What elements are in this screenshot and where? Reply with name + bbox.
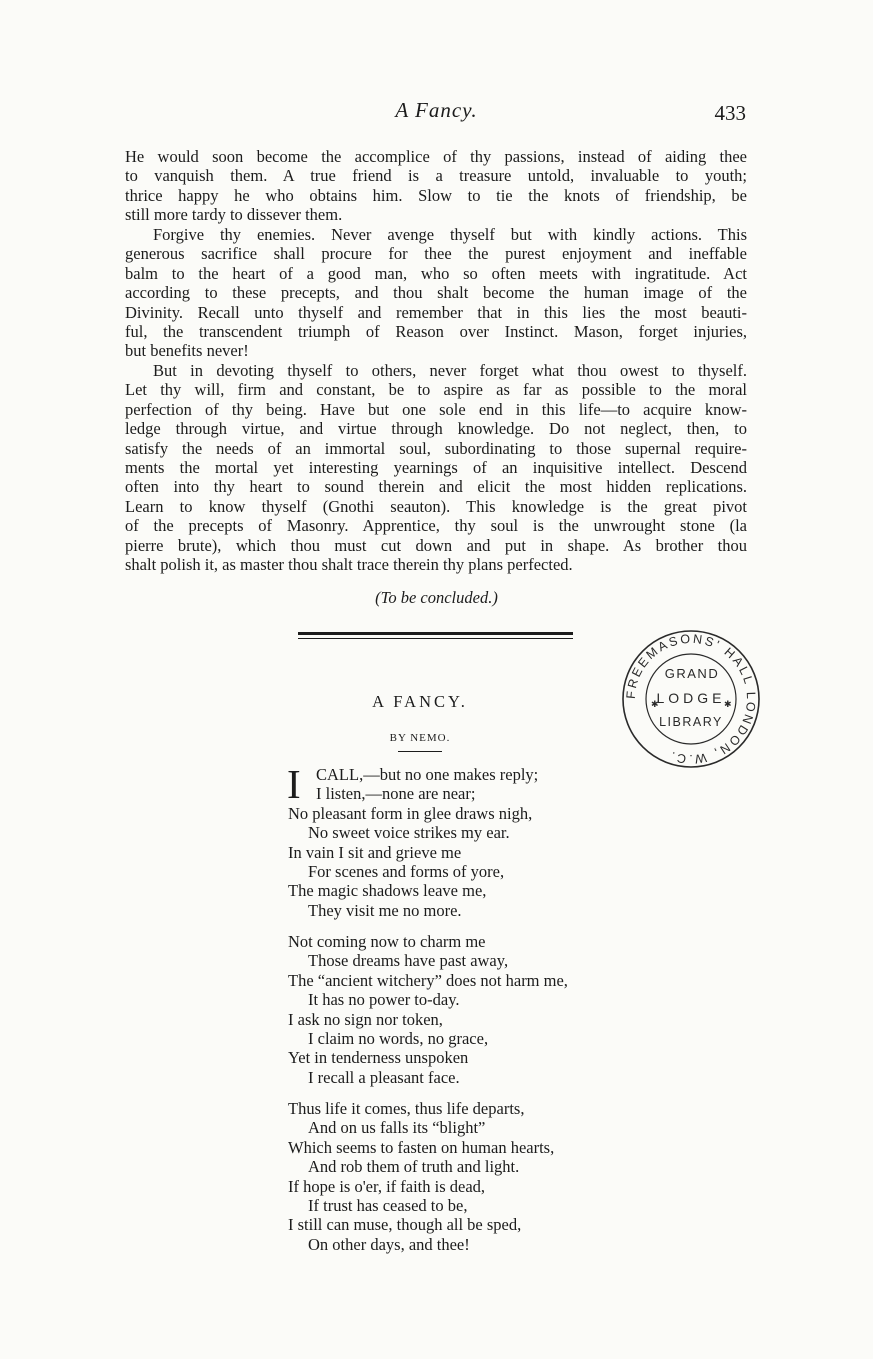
verse-line: If trust has ceased to be, [308, 1196, 468, 1216]
text-line: Divinity. Recall unto thyself and remember that in this lies the most beauti- [125, 302, 747, 322]
verse-line: No pleasant form in glee draws nigh, [288, 803, 533, 823]
verse-line: Thus life it comes, thus life departs, [288, 1099, 525, 1118]
text-line: ful, the transcendent triumph of Reason over Instinct. Mason, forget injuries, [125, 322, 747, 342]
text-line: Forgive thy enemies. Never avenge thyself but with kindly actions. This [153, 225, 747, 244]
stamp-line-lodge: LODGE [656, 690, 726, 706]
verse-line: Not coming now to charm me [288, 932, 486, 951]
library-stamp [620, 628, 762, 770]
prose-paragraph-1 [125, 147, 747, 225]
text-line: but benefits never! [125, 341, 249, 361]
verse-line: CALL,—but no one makes reply; [316, 765, 539, 784]
verse-line: Those dreams have past away, [308, 951, 509, 971]
verse-line: And rob them of truth and light. [308, 1157, 520, 1177]
poem-stanza-3 [288, 1099, 688, 1254]
verse-line: They visit me no more. [308, 900, 462, 920]
text-line: pierre brute), which thou must cut down and put in shape. As brother thou [125, 535, 747, 555]
text-line: perfection of thy being. Have but one sole end in this life—to acquire know- [125, 399, 747, 419]
text-line: ledge through virtue, and virtue through knowledge. Do not neglect, then, to [125, 419, 747, 439]
poem-drop-cap: I [287, 761, 301, 807]
text-line: often into thy heart to sound therein and elicit the most hidden replications. [125, 477, 747, 497]
verse-line: It has no power to-day. [308, 990, 460, 1010]
verse-line: On other days, and thee! [308, 1234, 470, 1254]
verse-line: The magic shadows leave me, [288, 881, 487, 901]
section-divider-thick [298, 632, 573, 635]
text-line: But in devoting thyself to others, never forget what thou owest to thyself. [153, 361, 747, 380]
stamp-star-right-icon: ✱ [724, 700, 732, 710]
text-line: He would soon become the accomplice of thy passions, instead of aiding thee [125, 147, 747, 166]
text-line: of the precepts of Masonry. Apprentice, thy soul is the unwrought stone (la [125, 516, 747, 536]
text-line: to vanquish them. A true friend is a treasure untold, invaluable to youth; [125, 166, 747, 186]
stamp-line-library: LIBRARY [659, 715, 723, 729]
verse-line: I claim no words, no grace, [308, 1029, 489, 1049]
verse-line: The “ancient witchery” does not harm me, [288, 970, 568, 990]
prose-paragraph-2 [125, 225, 747, 361]
poem-stanza-2 [288, 932, 688, 1087]
verse-line: Which seems to fasten on human hearts, [288, 1137, 555, 1157]
text-line: still more tardy to dissever them. [125, 205, 343, 225]
prose-paragraph-3 [125, 361, 747, 574]
verse-line: No sweet voice strikes my ear. [308, 823, 510, 843]
verse-line: For scenes and forms of yore, [308, 862, 505, 882]
text-line: shalt polish it, as master thou shalt trace therein thy plans perfected. [125, 555, 573, 575]
page-number: 433 [714, 101, 746, 125]
stamp-star-left-icon: ✱ [651, 700, 659, 710]
verse-line: I still can muse, though all be sped, [288, 1215, 522, 1235]
verse-line: I ask no sign nor token, [288, 1009, 443, 1029]
text-line: Learn to know thyself (Gnothi seauton). This knowledge is the great pivot [125, 496, 747, 516]
verse-line: Yet in tenderness unspoken [288, 1048, 469, 1068]
byline-divider [398, 751, 442, 752]
text-line: generous sacrifice shall procure for thee the purest enjoyment and ineffable [125, 244, 747, 264]
poem-stanza-1 [287, 761, 688, 920]
text-line: Let thy will, firm and constant, be to aspire as far as possible to the moral [125, 380, 747, 400]
verse-line: I recall a pleasant face. [308, 1067, 460, 1087]
verse-line: I listen,—none are near; [316, 784, 476, 804]
section-divider-thin [298, 638, 573, 639]
text-line: thrice happy he who obtains him. Slow to tie the knots of friendship, be [125, 185, 747, 205]
verse-line: And on us falls its “blight” [308, 1118, 486, 1138]
stamp-outer-text: FREEMASONS' HALL LONDON, W.C. [623, 631, 759, 767]
poem-byline: BY NEMO. [389, 732, 451, 744]
text-line: balm to the heart of a good man, who so often meets with ingratitude. Act [125, 263, 747, 283]
verse-line: If hope is o'er, if faith is dead, [288, 1176, 486, 1196]
verse-line: In vain I sit and grieve me [288, 842, 462, 862]
text-line: satisfy the needs of an immortal soul, subordinating to those supernal require- [125, 438, 747, 458]
stamp-line-grand: GRAND [664, 666, 720, 681]
poem-title: A FANCY. [372, 692, 468, 711]
running-title: A Fancy. [395, 98, 478, 122]
text-line: according to these precepts, and thou shalt become the human image of the [125, 283, 747, 303]
to-be-concluded-note: (To be concluded.) [375, 588, 498, 607]
text-line: ments the mortal yet interesting yearnings of an inquisitive intellect. Descend [125, 458, 747, 478]
